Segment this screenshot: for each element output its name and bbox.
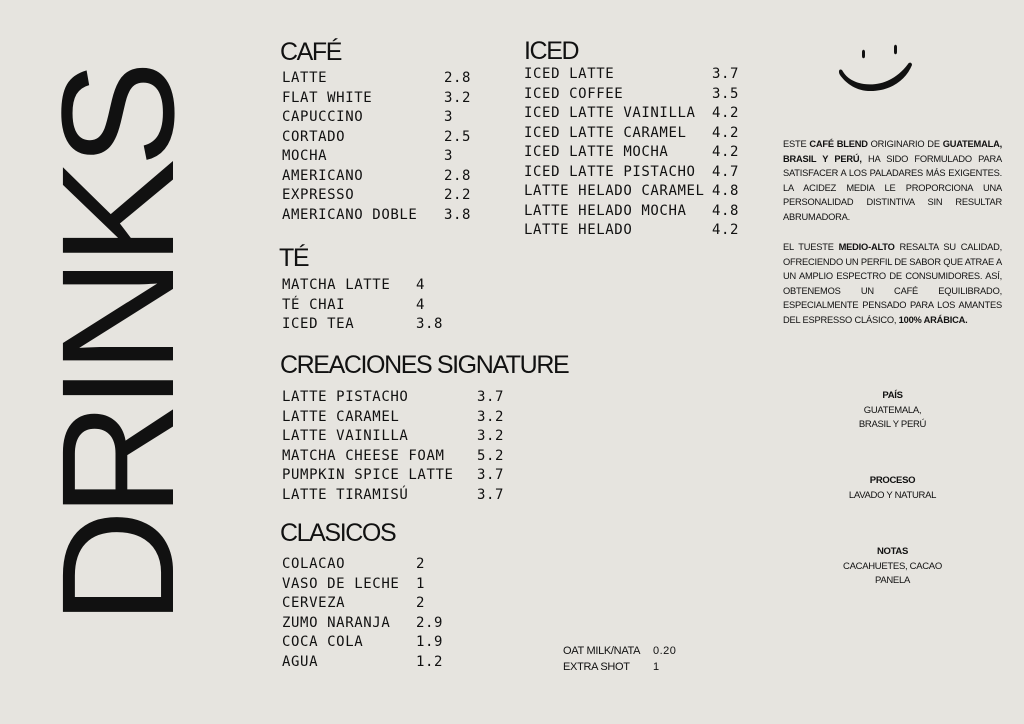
menu-item-name: ICED LATTE xyxy=(524,66,615,82)
menu-item xyxy=(282,89,472,109)
section-title-signature: CREACIONES SIGNATURE xyxy=(280,351,569,379)
fact-proceso-label: PROCESO xyxy=(869,475,916,486)
menu-item-name: VASO DE LECHE xyxy=(282,575,400,592)
fact-notas-label: NOTAS xyxy=(876,546,909,557)
extras-list xyxy=(563,644,677,675)
menu-item xyxy=(282,276,442,296)
menu-item-name: LATTE CARAMEL xyxy=(282,408,400,425)
description-bold: 100% ARÁBICA. xyxy=(898,314,968,325)
menu-item-price: 3.2 xyxy=(477,428,505,444)
menu-item-name: ICED LATTE CARAMEL xyxy=(524,124,687,141)
fact-notas-line1: CACAHUETES, CACAO xyxy=(843,560,942,572)
menu-item-name: ICED LATTE VAINILLA xyxy=(524,105,696,121)
menu-item xyxy=(282,315,442,335)
menu-item xyxy=(524,163,744,183)
menu-item-price: 4 xyxy=(416,277,426,293)
menu-item-name: COCA COLA xyxy=(282,634,364,650)
menu-item xyxy=(282,388,505,408)
menu-item-price: 4.8 xyxy=(712,202,740,219)
menu-item xyxy=(524,202,744,222)
menu-item-price: 2.2 xyxy=(444,187,472,203)
fact-notas xyxy=(783,545,1002,589)
menu-item-price: 3 xyxy=(444,109,454,125)
menu-item xyxy=(282,575,442,595)
menu-item-name: TÉ CHAI xyxy=(282,296,346,313)
menu-item-name: MOCHA xyxy=(282,148,328,164)
menu-item xyxy=(282,296,442,316)
menu-item-price: 2.9 xyxy=(416,614,444,631)
menu-item xyxy=(524,143,744,163)
menu-item-price: 3.8 xyxy=(416,316,444,332)
menu-item-name: MATCHA LATTE xyxy=(282,277,391,293)
menu-item-price: 1.9 xyxy=(416,634,444,650)
signature-menu-list xyxy=(282,388,505,505)
menu-item-price: 2.8 xyxy=(444,70,472,86)
menu-item xyxy=(282,555,442,575)
description-text: RESALTA SU CALIDAD, OFRECIENDO UN PERFIL DE SABOR QUE ATRAE A UN AMPLIO ESPECTRO DE CONSUMIDORES. ASÍ, OBTENEMOS UN CAFÉ EQUILIBRADO, ESPECIALMENTE PENSADO PARA LOS AMANTES DEL ESPRESSO CLÁSICO, xyxy=(783,242,1002,325)
menu-item xyxy=(282,147,472,167)
menu-item-name: EXPRESSO xyxy=(282,187,355,203)
te-menu-list xyxy=(282,276,442,335)
menu-item xyxy=(282,594,442,614)
extra-item-price: 1 xyxy=(653,660,660,673)
menu-item-name: CERVEZA xyxy=(282,595,346,611)
menu-item xyxy=(282,614,442,634)
menu-item xyxy=(282,447,505,467)
menu-item-price: 3.5 xyxy=(712,85,740,102)
menu-item-name: FLAT WHITE xyxy=(282,89,373,106)
menu-item xyxy=(282,486,505,506)
section-title-iced: ICED xyxy=(524,37,579,65)
menu-item-name: ICED LATTE PISTACHO xyxy=(524,163,696,180)
menu-item-price: 1.2 xyxy=(416,653,444,670)
menu-item xyxy=(282,466,505,486)
menu-item-name: LATTE PISTACHO xyxy=(282,389,409,405)
menu-item-price: 1 xyxy=(416,575,426,592)
extra-item-name: EXTRA SHOT xyxy=(563,660,630,673)
menu-item xyxy=(282,128,472,148)
menu-item-price: 2 xyxy=(416,595,426,611)
description-text: HA SIDO FORMULADO PARA SATISFACER A LOS PALADARES MÁS EXIGENTES. LA ACIDEZ MEDIA LE PROPORCIONA UNA PERSONALIDAD DISTINTIVA SIN RESULTAR ABRUMADORA. xyxy=(783,153,1002,222)
menu-item-name: LATTE VAINILLA xyxy=(282,428,409,444)
clasicos-menu-list xyxy=(282,555,442,672)
menu-item xyxy=(282,167,472,187)
menu-item xyxy=(524,65,744,85)
menu-item-name: AMERICANO xyxy=(282,167,364,184)
cafe-menu-list xyxy=(282,69,472,225)
menu-item-price: 4.2 xyxy=(712,222,740,238)
menu-item-price: 4.2 xyxy=(712,144,740,160)
extra-item-price: 0.20 xyxy=(653,645,677,657)
description-text: ORIGINARIO DE xyxy=(867,139,943,149)
menu-item xyxy=(282,653,442,673)
menu-item-price: 3.2 xyxy=(477,408,505,425)
menu-item xyxy=(282,186,472,206)
menu-item-price: 2.5 xyxy=(444,128,472,145)
section-title-te: TÉ xyxy=(279,244,309,272)
description-bold: GUATEMALA, BRASIL Y PERÚ, xyxy=(783,139,1002,164)
menu-item-name: ICED TEA xyxy=(282,316,355,332)
menu-item-price: 3 xyxy=(444,148,454,164)
menu-item xyxy=(282,427,505,447)
menu-item-price: 5.2 xyxy=(477,447,505,464)
menu-item-name: AGUA xyxy=(282,653,319,670)
menu-item-price: 4.2 xyxy=(712,105,740,121)
menu-item-name: AMERICANO DOBLE xyxy=(282,206,418,223)
menu-item-name: CORTADO xyxy=(282,128,346,145)
smiley-face-icon xyxy=(836,44,918,94)
menu-item-price: 3.7 xyxy=(712,66,740,82)
menu-item xyxy=(282,206,472,226)
menu-item xyxy=(524,104,744,124)
menu-item-price: 3.2 xyxy=(444,89,472,106)
description-text: ESTE xyxy=(783,139,810,149)
fact-pais xyxy=(783,389,1002,433)
menu-item-name: COLACAO xyxy=(282,556,346,572)
section-title-cafe: CAFÉ xyxy=(280,38,342,66)
extra-item xyxy=(563,644,677,660)
menu-item-price: 4.2 xyxy=(712,124,740,141)
description-text: EL TUESTE xyxy=(783,242,839,252)
menu-item-name: LATTE HELADO CARAMEL xyxy=(524,183,705,199)
menu-item-name: ICED COFFEE xyxy=(524,85,624,102)
iced-menu-list xyxy=(524,65,744,241)
menu-item-price: 2.8 xyxy=(444,167,472,184)
menu-item xyxy=(524,221,744,241)
section-title-clasicos: CLASICOS xyxy=(280,519,396,547)
fact-pais-label: PAÍS xyxy=(882,390,903,401)
menu-item-name: LATTE HELADO MOCHA xyxy=(524,202,687,219)
menu-item-name: CAPUCCINO xyxy=(282,109,364,125)
menu-item-price: 2 xyxy=(416,556,426,572)
coffee-description-1 xyxy=(783,137,1002,224)
menu-item-price: 3.7 xyxy=(477,486,505,503)
menu-item-price: 4.7 xyxy=(712,163,740,180)
menu-item-price: 3.8 xyxy=(444,206,472,223)
menu-item-price: 3.7 xyxy=(477,389,505,405)
menu-item-name: LATTE xyxy=(282,70,328,86)
menu-item-name: PUMPKIN SPICE LATTE xyxy=(282,467,454,483)
fact-pais-line1: GUATEMALA, xyxy=(863,404,922,416)
description-bold: MEDIO-ALTO xyxy=(838,242,895,252)
menu-item-name: LATTE HELADO xyxy=(524,222,633,238)
menu-item xyxy=(282,108,472,128)
coffee-description-2 xyxy=(783,240,1002,327)
drinks-title: DRINKS xyxy=(28,68,207,625)
menu-item-name: LATTE TIRAMISÚ xyxy=(282,486,409,503)
menu-item xyxy=(282,408,505,428)
menu-item xyxy=(282,69,472,89)
menu-item xyxy=(524,124,744,144)
menu-item-price: 4.8 xyxy=(712,183,740,199)
menu-item-name: ICED LATTE MOCHA xyxy=(524,144,669,160)
menu-item-name: ZUMO NARANJA xyxy=(282,614,391,631)
fact-notas-line2: PANELA xyxy=(875,575,910,586)
menu-item xyxy=(524,182,744,202)
menu-item-price: 3.7 xyxy=(477,467,505,483)
menu-item-name: MATCHA CHEESE FOAM xyxy=(282,447,445,464)
menu-item xyxy=(282,633,442,653)
description-bold: CAFÉ BLEND xyxy=(809,139,868,149)
menu-item-price: 4 xyxy=(416,296,426,313)
extra-item xyxy=(563,660,660,676)
fact-proceso-line1: LAVADO Y NATURAL xyxy=(848,489,937,501)
menu-item xyxy=(524,85,744,105)
fact-pais-line2: BRASIL Y PERÚ xyxy=(858,419,927,430)
extra-item-name: OAT MILK/NATA xyxy=(563,645,641,657)
fact-proceso xyxy=(783,474,1002,503)
